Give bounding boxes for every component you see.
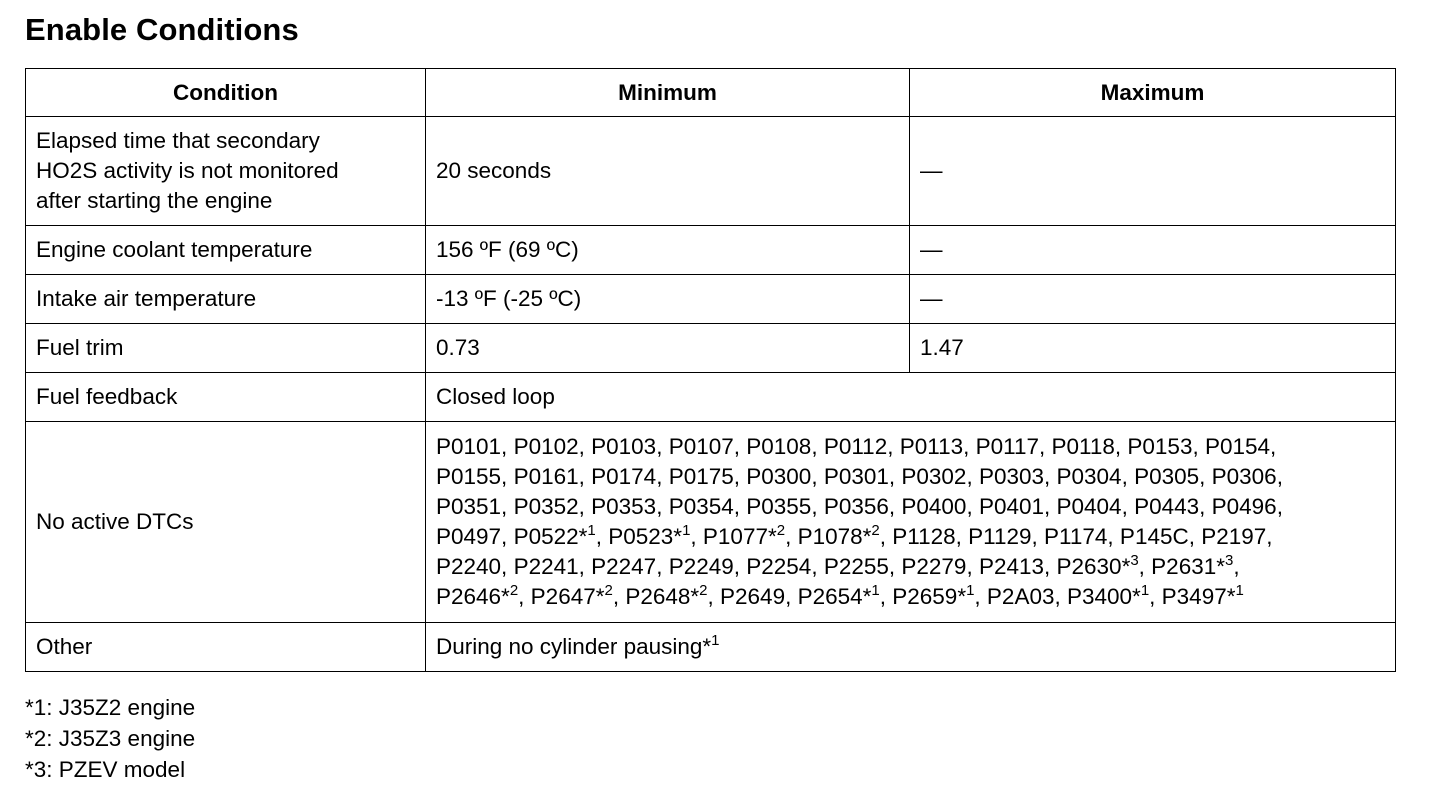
condition-cell: Other: [26, 623, 426, 672]
dtc-codes: , P1128, P1129, P1174, P145C, P2197,: [879, 524, 1273, 549]
page-title: Enable Conditions: [25, 12, 299, 47]
dtc-codes: , P2A03, P3400*: [974, 584, 1141, 609]
dtc-codes: , P0523*: [595, 524, 683, 549]
dtc-line: [436, 522, 1385, 552]
footnote-marker: 2: [509, 581, 519, 599]
table-row-intake-air-temperature: [26, 275, 1396, 324]
footnote-marker: 3: [1225, 551, 1234, 569]
footnote-marker: 1: [682, 521, 691, 539]
footnote-marker: 3: [1130, 551, 1139, 569]
maximum-cell: 1.47: [910, 324, 1396, 373]
minimum-cell: 20 seconds: [426, 117, 910, 226]
value-cell: Closed loop: [426, 373, 1396, 422]
dtc-line: [436, 462, 1385, 492]
condition-cell: [26, 117, 426, 226]
footnotes: [25, 692, 195, 785]
other-value: During no cylinder pausing*: [436, 634, 712, 659]
dtc-codes: , P1077*: [690, 524, 777, 549]
footnote-marker: 2: [871, 521, 880, 539]
condition-cell: Fuel feedback: [26, 373, 426, 422]
column-header-maximum: Maximum: [910, 69, 1396, 117]
condition-cell: Fuel trim: [26, 324, 426, 373]
footnote-marker: 2: [699, 581, 708, 599]
table-row-fuel-trim: [26, 324, 1396, 373]
minimum-cell: -13 ºF (-25 ºC): [426, 275, 910, 324]
maximum-cell: —: [910, 117, 1396, 226]
condition-line: Elapsed time that secondary: [36, 128, 320, 153]
dtc-codes: , P2649, P2654*: [707, 584, 872, 609]
dtc-codes: ,: [1233, 554, 1240, 579]
dtc-codes: P0155, P0161, P0174, P0175, P0300, P0301, P0302, P0303, P0304, P0305, P0306,: [436, 464, 1283, 489]
footnote-marker: 1: [711, 631, 720, 649]
condition-cell: No active DTCs: [26, 422, 426, 623]
dtc-codes: P2240, P2241, P2247, P2249, P2254, P2255, P2279, P2413, P2630*: [436, 554, 1131, 579]
table-row-elapsed-time: [26, 117, 1396, 226]
dtc-codes: , P1078*: [785, 524, 872, 549]
condition-cell: Engine coolant temperature: [26, 226, 426, 275]
footnote-1: *1: J35Z2 engine: [25, 695, 196, 720]
dtc-codes: P0351, P0352, P0353, P0354, P0355, P0356, P0400, P0401, P0404, P0443, P0496,: [436, 494, 1283, 519]
minimum-cell: 0.73: [426, 324, 910, 373]
footnote-marker: 1: [587, 521, 596, 539]
footnote-marker: 1: [1235, 581, 1244, 599]
minimum-cell: 156 ºF (69 ºC): [426, 226, 910, 275]
footnote-marker: 1: [966, 581, 975, 599]
footnote-marker: 2: [776, 521, 786, 539]
footnote-marker: 2: [604, 581, 613, 599]
table-row-fuel-feedback: [26, 373, 1396, 422]
dtc-line: [436, 582, 1385, 612]
dtc-line: [436, 432, 1385, 462]
table-row-no-active-dtcs: [26, 422, 1396, 623]
dtc-codes: , P2631*: [1138, 554, 1225, 579]
dtc-codes: , P2648*: [612, 584, 700, 609]
table-header-row: [26, 69, 1396, 117]
enable-conditions-table: [25, 68, 1396, 672]
table-row-coolant-temperature: [26, 226, 1396, 275]
footnote-marker: 1: [1140, 581, 1150, 599]
dtc-codes: P2646*: [436, 584, 510, 609]
dtc-codes: P0101, P0102, P0103, P0107, P0108, P0112, P0113, P0117, P0118, P0153, P0154,: [436, 434, 1277, 459]
dtc-codes: , P3497*: [1149, 584, 1236, 609]
dtc-codes: P0497, P0522*: [436, 524, 588, 549]
maximum-cell: —: [910, 275, 1396, 324]
condition-line: HO2S activity is not monitored: [36, 158, 339, 183]
dtc-codes: , P2647*: [518, 584, 605, 609]
maximum-cell: —: [910, 226, 1396, 275]
condition-line: after starting the engine: [36, 188, 273, 213]
condition-cell: Intake air temperature: [26, 275, 426, 324]
dtc-codes: , P2659*: [879, 584, 967, 609]
dtc-list-cell: [426, 422, 1396, 623]
dtc-line: [436, 552, 1385, 582]
footnote-3: *3: PZEV model: [25, 757, 186, 782]
table-row-other: [26, 623, 1396, 672]
column-header-minimum: Minimum: [426, 69, 910, 117]
footnote-2: *2: J35Z3 engine: [25, 726, 196, 751]
footnote-marker: 1: [871, 581, 880, 599]
value-cell: [426, 623, 1396, 672]
dtc-line: [436, 492, 1385, 522]
column-header-condition: Condition: [26, 69, 426, 117]
